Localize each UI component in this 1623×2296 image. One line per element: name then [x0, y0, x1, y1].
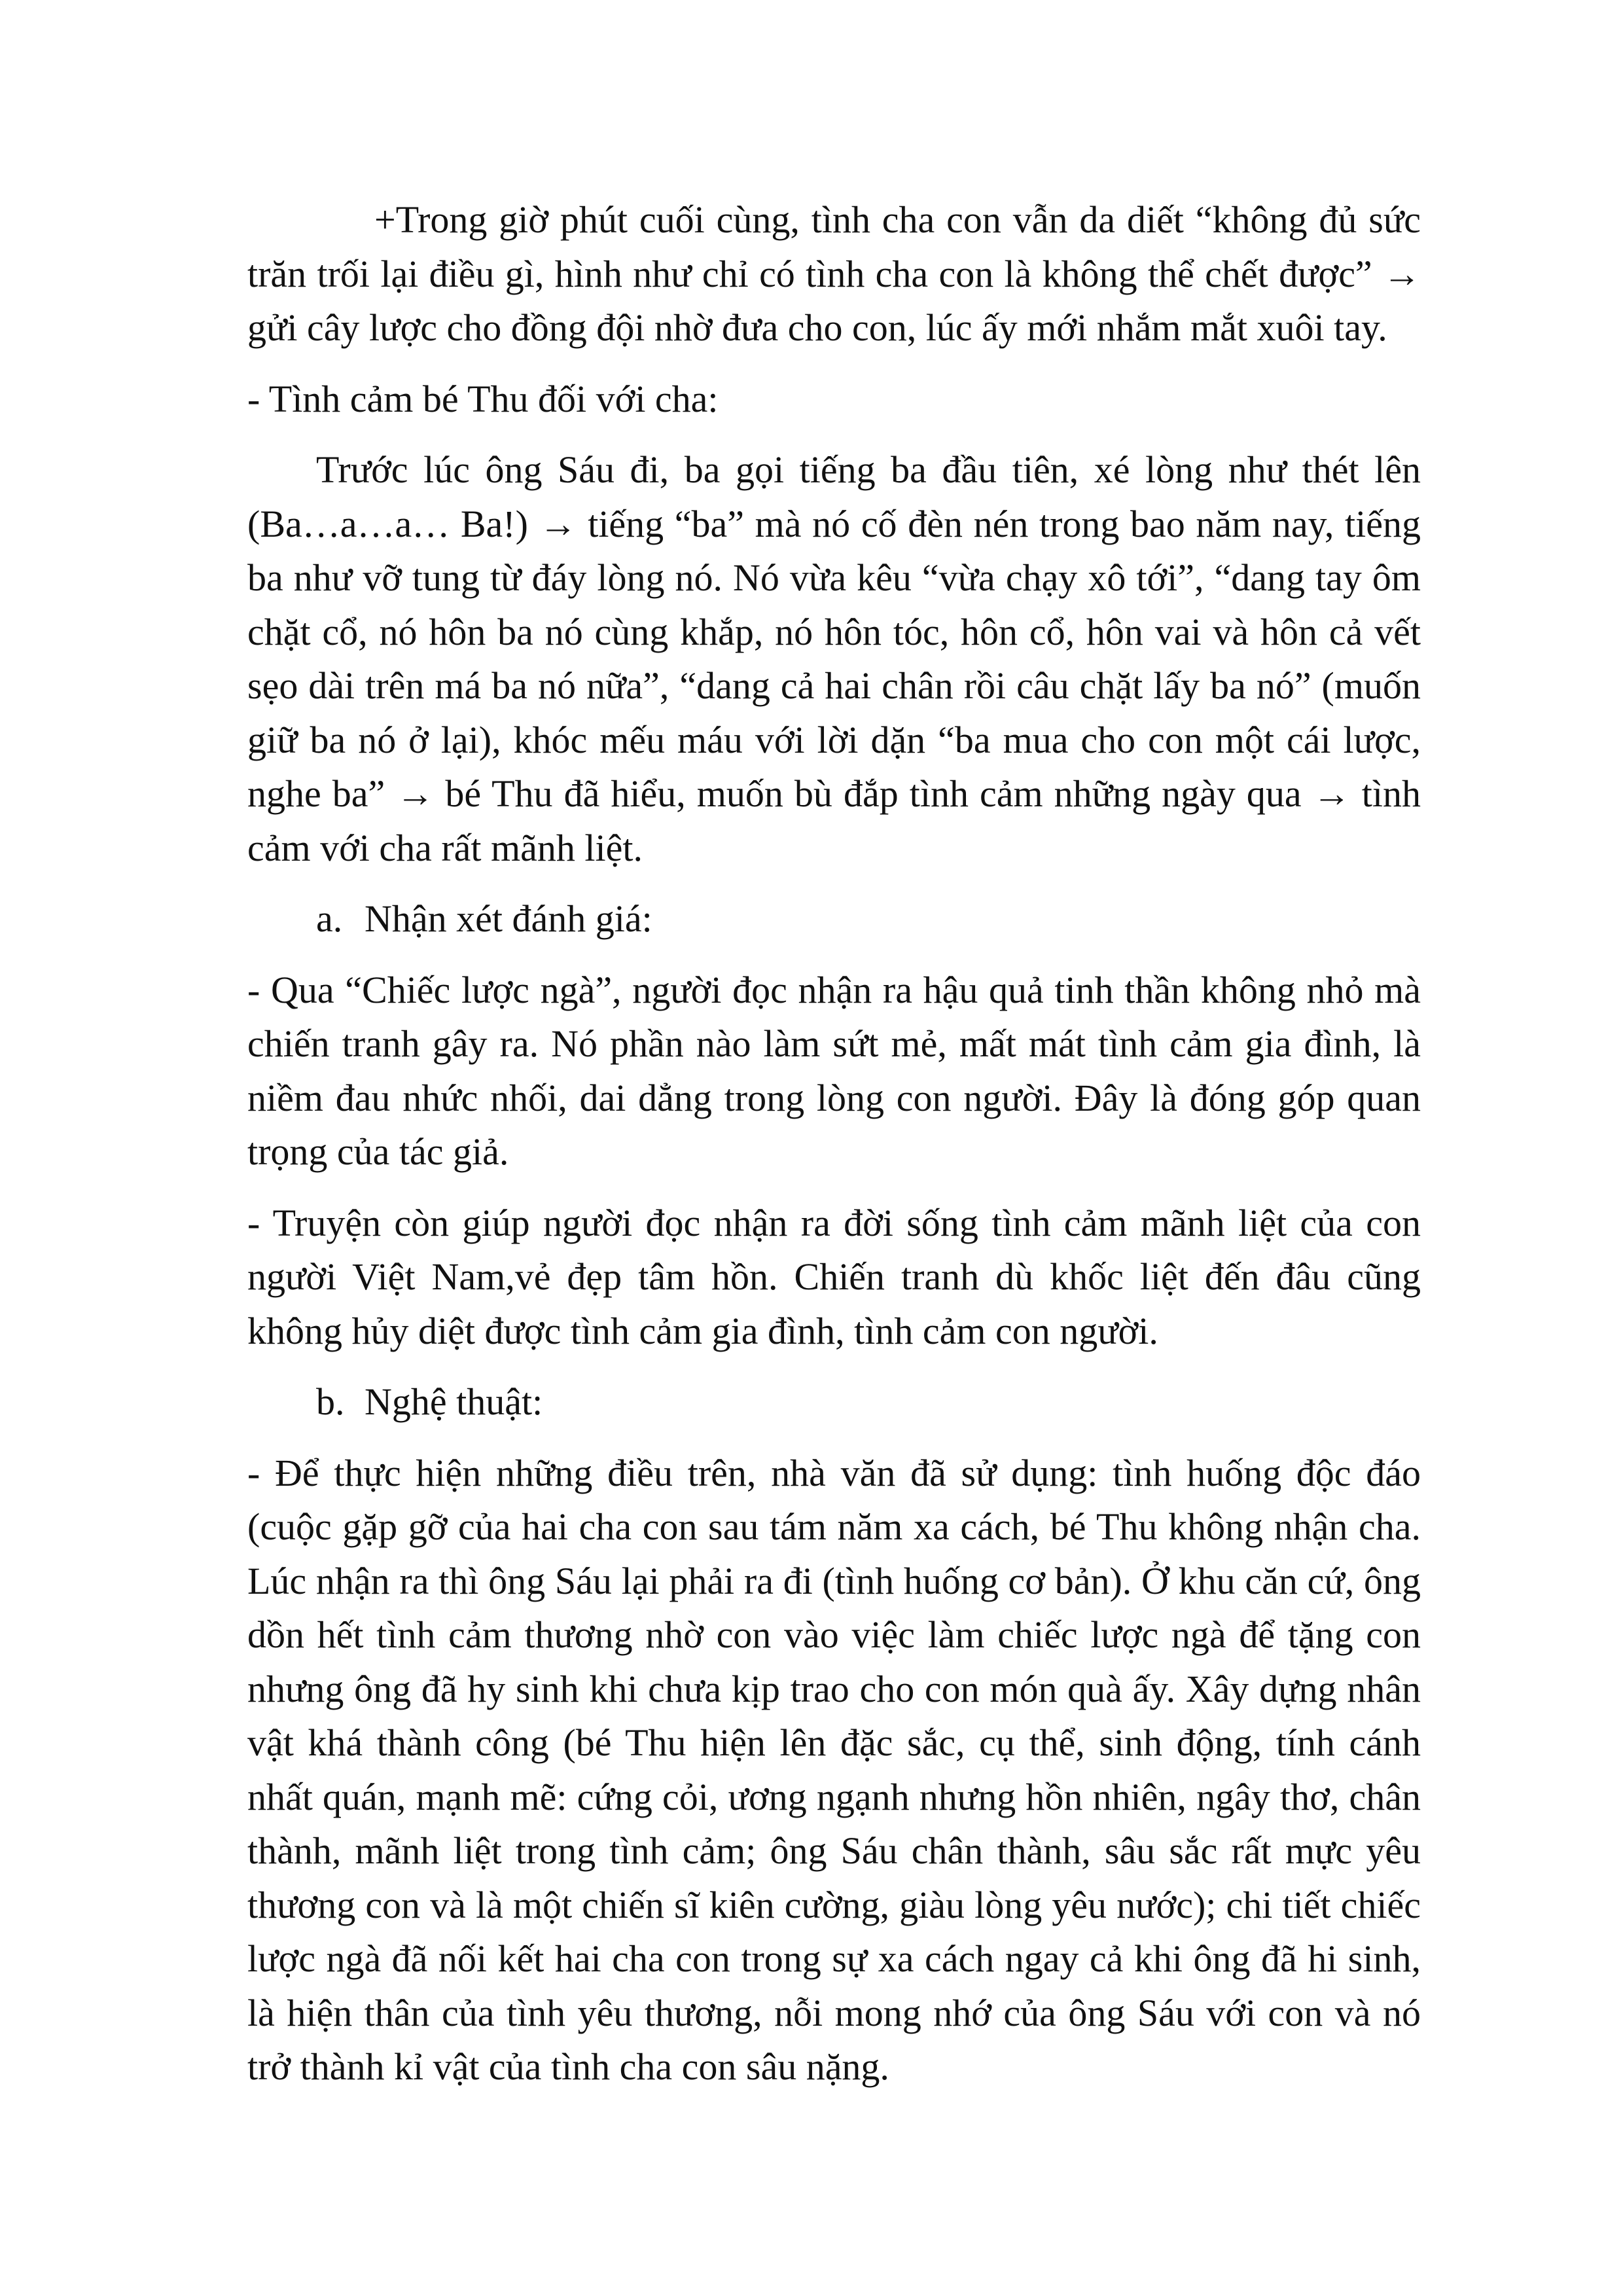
paragraph-final-moments: +Trong giờ phút cuối cùng, tình cha con vẫn da diết “không đủ sức trăn trối lại điều gì, hình như chỉ có tình cha con là không thể chết được” → gửi cây lược cho đồng đội nhờ đưa cho con, lúc ấy mới nhắm mắt xuôi tay. [247, 198, 1421, 349]
paragraph-consequences: - Qua “Chiếc lược ngà”, người đọc nhận ra hậu quả tinh thần không nhỏ mà chiến tranh gây ra. Nó phần nào làm sứt mẻ, mất mát tình cảm gia đình, là niềm đau nhức nhối, dai dẳng trong lòng con người. Đây là đóng góp quan trọng của tác giả. [247, 968, 1421, 1173]
heading-a [316, 892, 1421, 946]
paragraph-vietnamese-spirit: - Truyện còn giúp người đọc nhận ra đời sống tình cảm mãnh liệt của con người Việt Nam,vẻ đẹp tâm hồn. Chiến tranh dù khốc liệt đến đâu cũng không hủy diệt được tình cảm gia đình, tình cảm con người. [247, 1201, 1421, 1352]
heading-a-number: a. [316, 897, 343, 940]
document-body [247, 193, 1421, 2094]
heading-b [316, 1375, 1421, 1429]
heading-b-number: b. [316, 1380, 345, 1423]
heading-a-text: Nhận xét đánh giá: [365, 897, 652, 940]
paragraph-art: - Để thực hiện những điều trên, nhà văn đã sử dụng: tình huống độc đáo (cuộc gặp gỡ của hai cha con sau tám năm xa cách, bé Thu không nhận cha. Lúc nhận ra thì ông Sáu lại phải ra đi (tình huống cơ bản). Ở khu căn cứ, ông dồn hết tình cảm thương nhờ con vào việc làm chiếc lược ngà để tặng con nhưng ông đã hy sinh khi chưa kịp trao cho con món quà ấy. Xây dựng nhân vật khá thành công (bé Thu hiện lên đặc sắc, cụ thể, sinh động, tính cánh nhất quán, mạnh mẽ: cứng cỏi, ương ngạnh nhưng hồn nhiên, ngây thơ, chân thành, mãnh liệt trong tình cảm; ông Sáu chân thành, sâu sắc rất mực yêu thương con và là một chiến sĩ kiên cường, giàu lòng yêu nước); chi tiết chiếc lược ngà đã nối kết hai cha con trong sự xa cách ngay cả khi ông đã hi sinh, là hiện thân của tình yêu thương, nỗi mong nhớ của ông Sáu với con và nó trở thành kỉ vật của tình cha con sâu nặng. [247, 1451, 1421, 2088]
paragraph-thu-feelings: Trước lúc ông Sáu đi, ba gọi tiếng ba đầu tiên, xé lòng như thét lên (Ba…a…a… Ba!) → tiếng “ba” mà nó cố đèn nén trong bao năm nay, tiếng ba như vỡ tung từ đáy lòng nó. Nó vừa kêu “vừa chạy xô tới”, “dang tay ôm chặt cổ, nó hôn ba nó cùng khắp, nó hôn tóc, hôn cổ, hôn vai và hôn cả vết sẹo dài trên má ba nó nữa”, “dang cả hai chân rồi câu chặt lấy ba nó” (muốn giữ ba nó ở lại), khóc mếu máu với lời dặn “ba mua cho con một cái lược, nghe ba” → bé Thu đã hiểu, muốn bù đắp tình cảm những ngày qua → tình cảm với cha rất mãnh liệt. [247, 448, 1421, 869]
paragraph-thu-feelings-intro: - Tình cảm bé Thu đối với cha: [247, 377, 719, 420]
heading-b-text: Nghệ thuật: [365, 1380, 543, 1423]
